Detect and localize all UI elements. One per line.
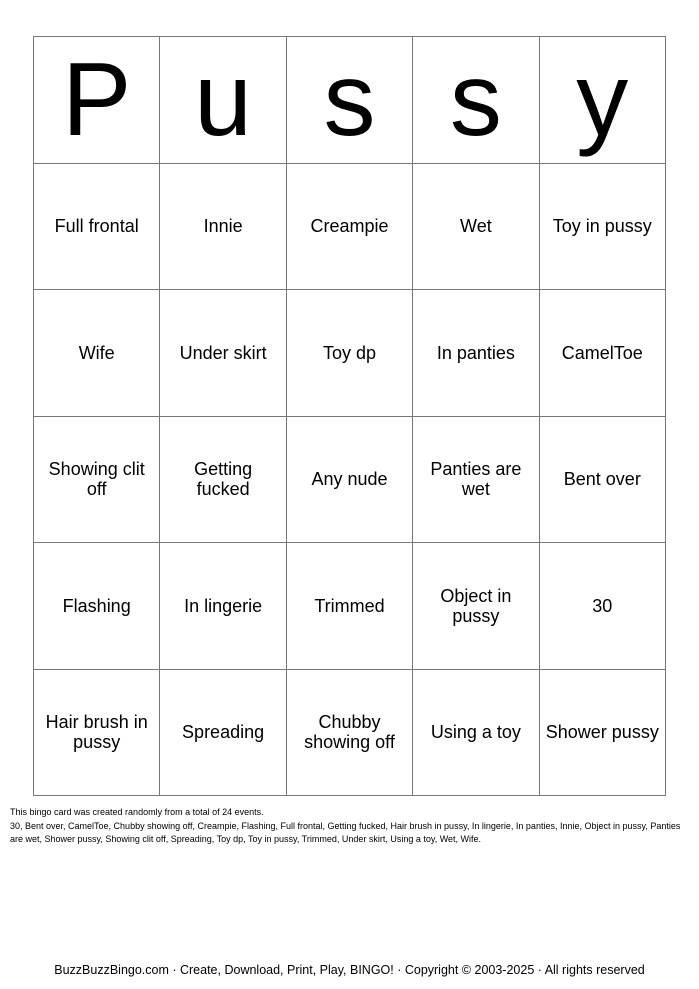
bingo-cell: Full frontal <box>34 164 160 291</box>
bingo-cell: Flashing <box>34 543 160 670</box>
header-letter: y <box>540 37 666 164</box>
bingo-cell: Showing clit off <box>34 417 160 544</box>
bingo-cell: CamelToe <box>540 290 666 417</box>
bingo-cell: In panties <box>413 290 539 417</box>
page-footer: BuzzBuzzBingo.com · Create, Download, Print, Play, BINGO! · Copyright © 2003-2025 · All rights reserved <box>54 963 645 977</box>
bingo-cell: In lingerie <box>160 543 286 670</box>
bingo-cell: Any nude <box>287 417 413 544</box>
bingo-cell: Bent over <box>540 417 666 544</box>
card-info-summary: This bingo card was created randomly from a total of 24 events. <box>10 807 264 817</box>
bingo-cell: Creampie <box>287 164 413 291</box>
bingo-cell: Chubby showing off <box>287 670 413 797</box>
bingo-cell: Under skirt <box>160 290 286 417</box>
bingo-cell: Wet <box>413 164 539 291</box>
bingo-cell: Panties are wet <box>413 417 539 544</box>
bingo-cell: Shower pussy <box>540 670 666 797</box>
bingo-cell: Using a toy <box>413 670 539 797</box>
bingo-cell: Getting fucked <box>160 417 286 544</box>
header-letter: s <box>287 37 413 164</box>
bingo-cell: 30 <box>540 543 666 670</box>
bingo-cell: Trimmed <box>287 543 413 670</box>
bingo-cell: Toy in pussy <box>540 164 666 291</box>
card-info-event-list: 30, Bent over, CamelToe, Chubby showing off, Creampie, Flashing, Full frontal, Getting fucked, Hair brush in pussy, In lingerie, In panties, Innie, Object in pussy, Panties are wet, Shower pussy, Showing clit off, Spreading, Toy dp, Toy in pussy, Trimmed, Under skirt, Using a toy, Wet, Wife. <box>10 820 681 844</box>
bingo-cell: Hair brush in pussy <box>34 670 160 797</box>
header-letter: P <box>34 37 160 164</box>
card-info <box>10 806 690 847</box>
bingo-cell: Object in pussy <box>413 543 539 670</box>
header-letter: s <box>413 37 539 164</box>
bingo-cell: Innie <box>160 164 286 291</box>
bingo-cell: Toy dp <box>287 290 413 417</box>
bingo-cell: Spreading <box>160 670 286 797</box>
bingo-cell: Wife <box>34 290 160 417</box>
bingo-card <box>33 36 666 796</box>
header-letter: u <box>160 37 286 164</box>
